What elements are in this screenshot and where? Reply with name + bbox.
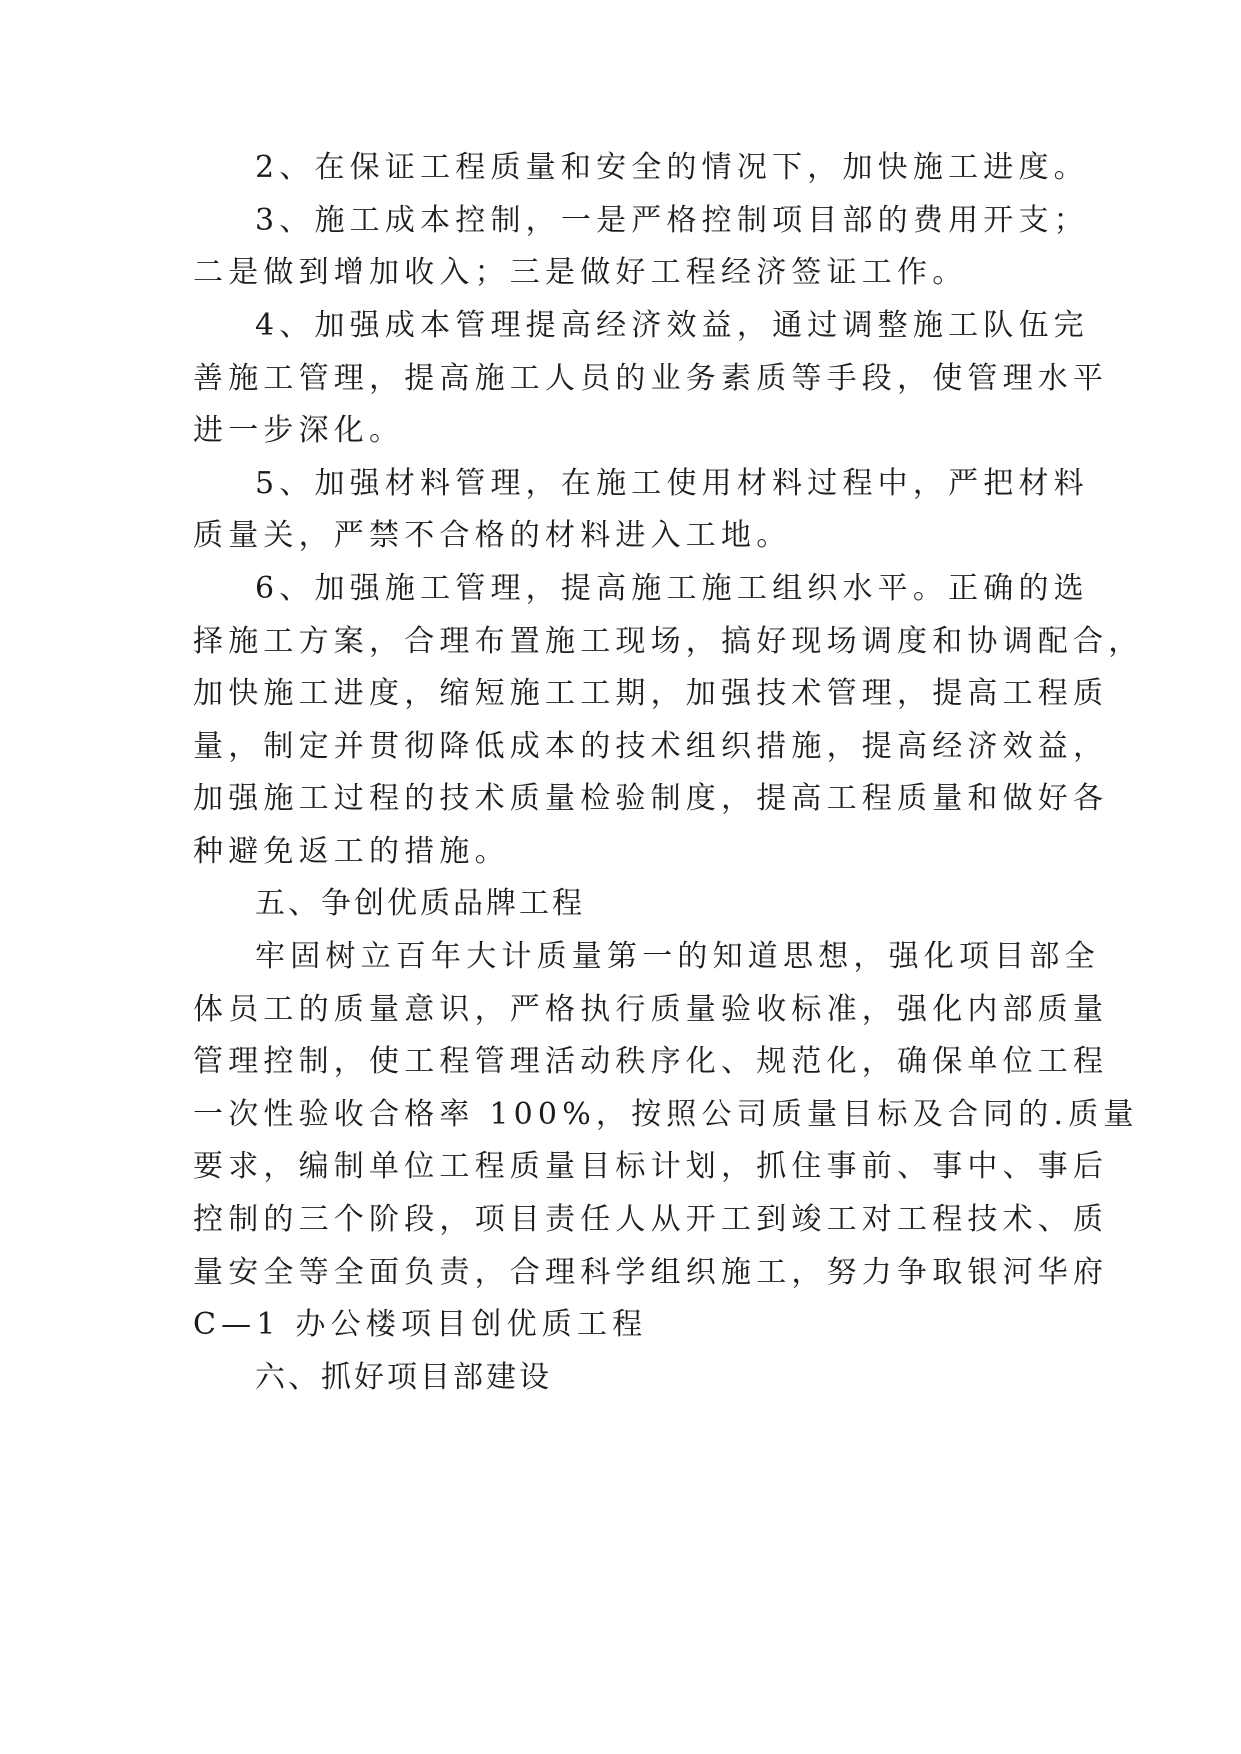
paragraph-line: 加强施工过程的技术质量检验制度，提高工程质量和做好各 — [193, 781, 1109, 816]
paragraph-line: 一次性验收合格率 100%，按照公司质量目标及合同的.质量 — [193, 1097, 1139, 1132]
section-heading: 五、争创优质品牌工程 — [255, 886, 585, 921]
paragraph-line: 管理控制，使工程管理活动秩序化、规范化，确保单位工程 — [193, 1044, 1109, 1079]
paragraph-line: 6、加强施工管理，提高施工施工组织水平。正确的选 — [255, 571, 1089, 606]
paragraph-line: 3、施工成本控制，一是严格控制项目部的费用开支； — [255, 203, 1089, 238]
paragraph-line: 进一步深化。 — [193, 413, 405, 448]
paragraph-line: 牢固树立百年大计质量第一的知道思想，强化项目部全 — [255, 939, 1100, 974]
paragraph-line: 质量关，严禁不合格的材料进入工地。 — [193, 518, 792, 553]
paragraph-line: 体员工的质量意识，严格执行质量验收标准，强化内部质量 — [193, 992, 1109, 1027]
paragraph-line: 加快施工进度，缩短施工工期，加强技术管理，提高工程质 — [193, 676, 1109, 711]
paragraph-line: 量，制定并贯彻降低成本的技术组织措施，提高经济效益， — [193, 729, 1109, 764]
paragraph-line: 种避免返工的措施。 — [193, 834, 510, 869]
paragraph-line: 善施工管理，提高施工人员的业务素质等手段，使管理水平 — [193, 361, 1109, 396]
paragraph-line: C—1 办公楼项目创优质工程 — [193, 1307, 648, 1342]
paragraph-line: 控制的三个阶段，项目责任人从开工到竣工对工程技术、质 — [193, 1202, 1109, 1237]
paragraph-line: 量安全等全面负责，合理科学组织施工，努力争取银河华府 — [193, 1255, 1109, 1290]
section-heading: 六、抓好项目部建设 — [255, 1360, 552, 1395]
paragraph-line: 择施工方案，合理布置施工现场，搞好现场调度和协调配合， — [193, 624, 1144, 659]
paragraph-line: 二是做到增加收入；三是做好工程经济签证工作。 — [193, 255, 968, 290]
paragraph-line: 4、加强成本管理提高经济效益，通过调整施工队伍完 — [255, 308, 1089, 343]
paragraph-line: 5、加强材料管理，在施工使用材料过程中，严把材料 — [255, 466, 1089, 501]
paragraph-line: 2、在保证工程质量和安全的情况下，加快施工进度。 — [255, 150, 1089, 185]
paragraph-line: 要求，编制单位工程质量目标计划，抓住事前、事中、事后 — [193, 1149, 1109, 1184]
